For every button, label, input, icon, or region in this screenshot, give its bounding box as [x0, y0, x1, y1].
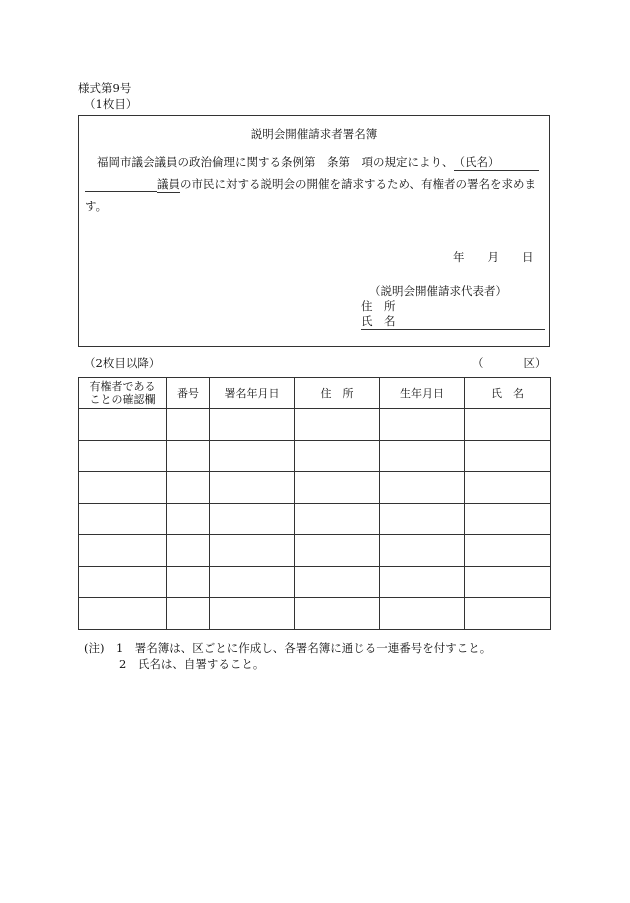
- cell-number[interactable]: [167, 472, 210, 504]
- name-label: 氏 名: [361, 313, 545, 330]
- cell-birth-date[interactable]: [380, 535, 465, 567]
- col-signature-date: 署名年月日: [210, 378, 295, 409]
- ward-open-paren: （: [472, 356, 484, 370]
- cell-address[interactable]: [295, 472, 380, 504]
- cell-address[interactable]: [295, 440, 380, 472]
- cell-signature-date[interactable]: [210, 440, 295, 472]
- address-field[interactable]: [361, 298, 396, 314]
- cell-voter-confirmation[interactable]: [79, 535, 167, 567]
- cell-birth-date[interactable]: [380, 598, 465, 630]
- cell-name[interactable]: [465, 472, 551, 504]
- councillor-name-field[interactable]: [454, 154, 539, 171]
- paragraph-line1-text: 福岡市議会議員の政治倫理に関する条例第 条第 項の規定により、: [97, 155, 454, 169]
- cell-signature-date[interactable]: [210, 598, 295, 630]
- form-number: 様式第9号: [78, 81, 132, 95]
- cell-number[interactable]: [167, 535, 210, 567]
- councillor-title-word: 議員: [157, 177, 180, 191]
- col-name: 氏 名: [465, 378, 551, 409]
- date-field[interactable]: 年 月 日: [453, 250, 534, 264]
- col-address: 住 所: [295, 378, 380, 409]
- address-label: 住 所: [361, 299, 396, 313]
- cell-name[interactable]: [465, 566, 551, 598]
- cell-voter-confirmation[interactable]: [79, 440, 167, 472]
- cell-address[interactable]: [295, 598, 380, 630]
- cell-signature-date[interactable]: [210, 503, 295, 535]
- cell-signature-date[interactable]: [210, 535, 295, 567]
- representative-heading: （説明会開催請求代表者）: [369, 284, 507, 298]
- col-voter-confirmation: [79, 378, 167, 409]
- name-field-label: （氏名）: [453, 155, 500, 169]
- cell-birth-date[interactable]: [380, 472, 465, 504]
- paragraph-line3: す。: [85, 199, 108, 213]
- cell-birth-date[interactable]: [380, 409, 465, 441]
- note-2: 2 氏名は、自署すること。: [119, 657, 265, 671]
- cell-signature-date[interactable]: [210, 409, 295, 441]
- cell-name[interactable]: [465, 440, 551, 472]
- cell-number[interactable]: [167, 440, 210, 472]
- cell-voter-confirmation[interactable]: [79, 503, 167, 535]
- cell-number[interactable]: [167, 409, 210, 441]
- paragraph-line2-text: の市民に対する説明会の開催を請求するため、有権者の署名を求めま: [180, 177, 537, 191]
- cell-voter-confirmation[interactable]: [79, 598, 167, 630]
- cell-name[interactable]: [465, 598, 551, 630]
- cell-birth-date[interactable]: [380, 440, 465, 472]
- cell-number[interactable]: [167, 566, 210, 598]
- note-1: (注) 1 署名簿は、区ごとに作成し、各署名簿に通じる一連番号を付すこと。: [84, 641, 492, 655]
- cell-birth-date[interactable]: [380, 503, 465, 535]
- cell-voter-confirmation[interactable]: [79, 472, 167, 504]
- paragraph-line2: [85, 176, 536, 193]
- paragraph-line1: [97, 154, 539, 171]
- table-row: [79, 503, 551, 535]
- cell-signature-date[interactable]: [210, 472, 295, 504]
- cell-number[interactable]: [167, 598, 210, 630]
- councillor-name-continuation-field[interactable]: [85, 177, 157, 192]
- cell-name[interactable]: [465, 503, 551, 535]
- sheet2-label: （2枚目以降）: [84, 356, 161, 370]
- table-row: [79, 598, 551, 630]
- table-header-row: [79, 378, 551, 409]
- table-row: [79, 409, 551, 441]
- cell-number[interactable]: [167, 503, 210, 535]
- col-voter-confirmation-label: 有権者である ことの確認欄: [89, 380, 156, 406]
- representative-name-field[interactable]: [361, 313, 545, 330]
- signature-table: [78, 377, 551, 630]
- table-row: [79, 535, 551, 567]
- cell-address[interactable]: [295, 535, 380, 567]
- sheet1-label: （1枚目）: [84, 97, 138, 111]
- cell-voter-confirmation[interactable]: [79, 409, 167, 441]
- table-row: [79, 566, 551, 598]
- cell-name[interactable]: [465, 535, 551, 567]
- form-title: 説明会開催請求者署名簿: [250, 127, 378, 141]
- col-birth-date: 生年月日: [380, 378, 465, 409]
- table-row: [79, 472, 551, 504]
- cell-voter-confirmation[interactable]: [79, 566, 167, 598]
- cell-address[interactable]: [295, 503, 380, 535]
- col-number: 番号: [167, 378, 210, 409]
- cell-address[interactable]: [295, 566, 380, 598]
- request-box: [78, 115, 550, 347]
- cell-signature-date[interactable]: [210, 566, 295, 598]
- ward-suffix: 区）: [523, 356, 547, 370]
- table-row: [79, 440, 551, 472]
- ward-field[interactable]: [472, 355, 547, 371]
- cell-address[interactable]: [295, 409, 380, 441]
- cell-birth-date[interactable]: [380, 566, 465, 598]
- cell-name[interactable]: [465, 409, 551, 441]
